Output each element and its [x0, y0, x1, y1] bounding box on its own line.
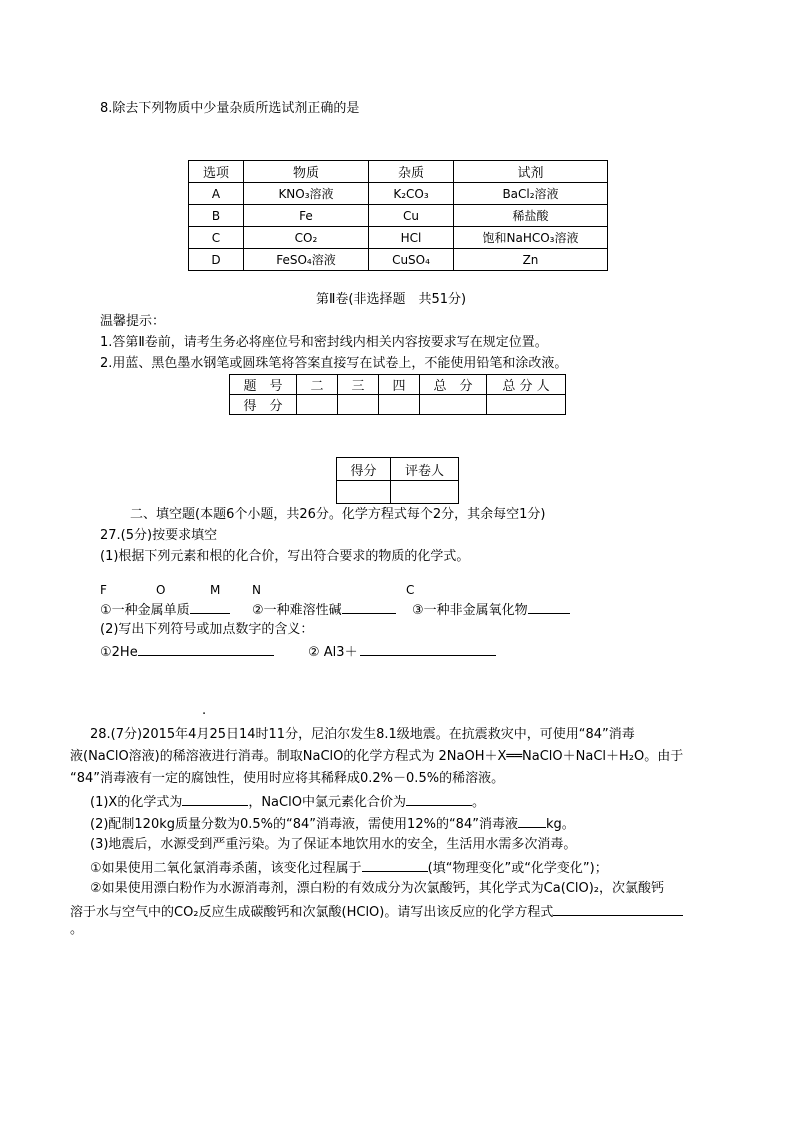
- cell: B: [189, 205, 244, 227]
- q28-sub-3-2: ②如果使用漂白粉作为水源消毒剂，漂白粉的有效成分为次氯酸钙，其化学式为Ca(ClO)₂，次氯酸钙: [90, 881, 664, 896]
- cell: CO₂: [244, 227, 369, 249]
- item-text: ② Al3＋: [308, 645, 358, 660]
- score-cell[interactable]: [337, 481, 391, 504]
- q28-line-3: “84”消毒液有一定的腐蚀性，使用时应将其稀释成0.2%－0.5%的稀溶液。: [70, 771, 505, 786]
- score-cell[interactable]: [420, 395, 487, 415]
- header-cell: 物质: [244, 161, 369, 183]
- answer-blank[interactable]: [360, 642, 496, 656]
- q8-title: 8.除去下列物质中少量杂质所选试剂正确的是: [100, 101, 360, 116]
- element-M: M: [210, 583, 221, 597]
- item-text: ①2He: [100, 645, 138, 660]
- item-text: (填“物理变化”或“化学变化”)；: [427, 861, 608, 876]
- tip-1: 1.答第Ⅱ卷前，请考生务必将座位号和密封线内相关内容按要求写在规定位置。: [100, 335, 548, 350]
- q28-line-1: 28.(7分)2015年4月25日14时11分，尼泊尔发生8.1级地震。在抗震救灾中，可使用“84”消毒: [90, 727, 635, 742]
- cell: Fe: [244, 205, 369, 227]
- score-cell[interactable]: [297, 395, 338, 415]
- q8-table: [188, 160, 608, 271]
- q27-title: 27.(5分)按要求填空: [100, 528, 218, 543]
- header-cell: 总 分: [420, 375, 487, 395]
- table-row: [189, 183, 608, 205]
- q28-sub-3-1: [90, 858, 608, 878]
- item-text: kg。: [545, 817, 575, 832]
- item-text: ②一种难溶性碱: [252, 603, 342, 618]
- cell: BaCl₂溶液: [454, 183, 608, 205]
- answer-blank[interactable]: [518, 814, 546, 828]
- answer-blank[interactable]: [138, 642, 274, 656]
- header-cell: 四: [379, 375, 420, 395]
- cell: D: [189, 249, 244, 271]
- cell: C: [189, 227, 244, 249]
- grader-cell[interactable]: [391, 481, 459, 504]
- answer-blank[interactable]: [342, 600, 396, 614]
- header-cell: 题 号: [230, 375, 297, 395]
- cell: Zn: [454, 249, 608, 271]
- element-F: F: [100, 583, 107, 597]
- table-row: [189, 249, 608, 271]
- grade-table: [336, 457, 459, 504]
- header-cell: 二: [297, 375, 338, 395]
- tips-label: 温馨提示：: [100, 314, 166, 329]
- header-cell: 三: [338, 375, 379, 395]
- section2-heading: 二、填空题(本题6个小题，共26分。化学方程式每个2分，其余每空1分): [130, 507, 546, 522]
- cell: FeSO₄溶液: [244, 249, 369, 271]
- q28-end: 。: [70, 922, 84, 937]
- q27-item-2: [252, 600, 396, 620]
- tip-2: 2.用蓝、黑色墨水钢笔或圆珠笔将答案直接写在试卷上，不能使用铅笔和涂改液。: [100, 356, 568, 371]
- answer-blank[interactable]: [406, 792, 472, 806]
- cell: 稀盐酸: [454, 205, 608, 227]
- table-row: [189, 227, 608, 249]
- row-label: 得 分: [230, 395, 297, 415]
- item-text: ①如果使用二氧化氯消毒杀菌，该变化过程属于: [90, 861, 362, 876]
- answer-blank[interactable]: [182, 792, 248, 806]
- q27-j2: [308, 642, 496, 662]
- table-row: [189, 205, 608, 227]
- item-text: 。: [471, 795, 485, 810]
- q28-sub-1: [90, 792, 485, 812]
- header-cell: 评卷人: [391, 458, 459, 481]
- header-cell: 选项: [189, 161, 244, 183]
- cell: 饱和NaHCO₃溶液: [454, 227, 608, 249]
- cell: KNO₃溶液: [244, 183, 369, 205]
- element-O: O: [156, 583, 166, 597]
- item-text: (1)X的化学式为: [90, 795, 183, 810]
- header-cell: 试剂: [454, 161, 608, 183]
- element-N: N: [252, 583, 261, 597]
- header-cell: 得分: [337, 458, 391, 481]
- table-header-row: [189, 161, 608, 183]
- header-cell: 杂质: [369, 161, 454, 183]
- item-text: (2)配制120kg质量分数为0.5%的“84”消毒液，需使用12%的“84”消毒液: [90, 817, 518, 832]
- cell: CuSO₄: [369, 249, 454, 271]
- q27-part2: (2)写出下列符号或加点数字的含义：: [100, 622, 314, 637]
- answer-blank[interactable]: [553, 902, 683, 916]
- q27-part1: (1)根据下列元素和根的化合价，写出符合要求的物质的化学式。: [100, 549, 470, 564]
- answer-blank[interactable]: [362, 858, 428, 872]
- q28-sub-2: [90, 814, 575, 834]
- q28-line-2: 液(NaClO溶液)的稀溶液进行消毒。制取NaClO的化学方程式为 2NaOH＋X══NaClO＋NaCl＋H₂O。由于: [70, 749, 684, 764]
- element-C: C: [406, 583, 415, 597]
- q27-j1: [100, 642, 274, 662]
- item-text: ，NaClO中氯元素化合价为: [248, 795, 406, 810]
- item-text: 溶于水与空气中的CO₂反应生成碳酸钙和次氯酸(HClO)。请写出该反应的化学方程式: [70, 905, 554, 920]
- answer-blank[interactable]: [528, 600, 570, 614]
- header-cell: 总 分 人: [487, 375, 566, 395]
- cell: HCl: [369, 227, 454, 249]
- score-table: [229, 374, 566, 415]
- q27-item-3: [412, 600, 570, 620]
- cell: A: [189, 183, 244, 205]
- item-text: ①一种金属单质: [100, 603, 190, 618]
- cell: Cu: [369, 205, 454, 227]
- part2-title: 第Ⅱ卷(非选择题 共51分): [316, 292, 467, 307]
- item-text: ③一种非金属氧化物: [412, 603, 528, 618]
- stray-dot: .: [202, 703, 207, 718]
- q27-item-1: [100, 600, 230, 620]
- score-cell[interactable]: [487, 395, 566, 415]
- q28-sub-3-3: [70, 902, 683, 922]
- answer-blank[interactable]: [190, 600, 230, 614]
- cell: K₂CO₃: [369, 183, 454, 205]
- score-cell[interactable]: [338, 395, 379, 415]
- score-cell[interactable]: [379, 395, 420, 415]
- q28-sub-3: (3)地震后，水源受到严重污染。为了保证本地饮用水的安全，生活用水需多次消毒。: [90, 837, 577, 852]
